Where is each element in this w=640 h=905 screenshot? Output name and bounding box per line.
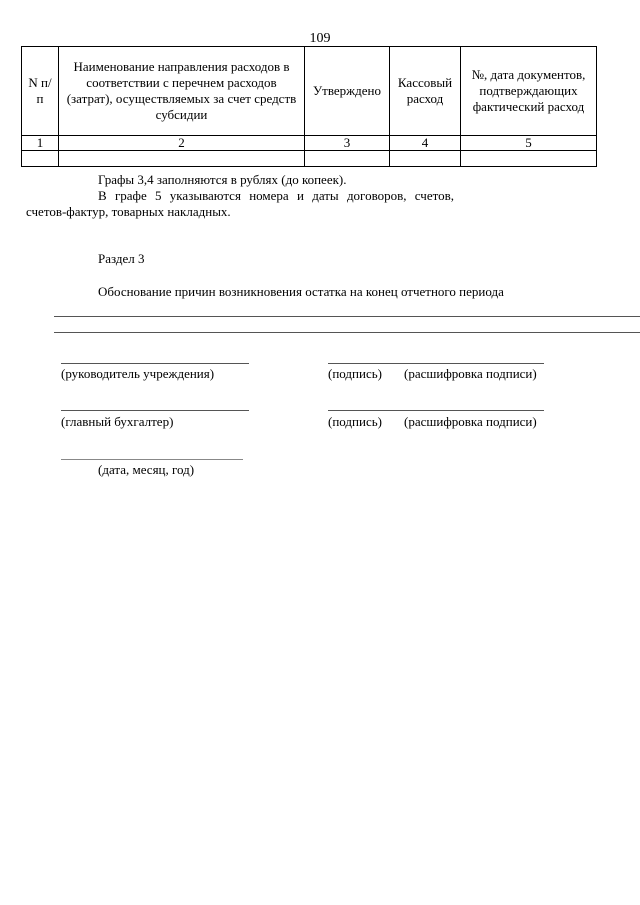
page-number: 109 bbox=[309, 31, 331, 46]
signature-label: (подпись) bbox=[328, 414, 382, 429]
empty-data-row bbox=[22, 151, 597, 167]
column-number-row bbox=[22, 136, 597, 151]
date-line bbox=[61, 459, 243, 460]
note-column-5-continued: счетов-фактур, товарных накладных. bbox=[26, 204, 231, 219]
section-title: Раздел 3 bbox=[98, 251, 145, 266]
signature-label: (подпись) bbox=[328, 366, 382, 381]
column-number: 3 bbox=[305, 136, 390, 151]
head-label: (руководитель учреждения) bbox=[61, 366, 215, 381]
table-cell bbox=[22, 151, 59, 167]
table-cell bbox=[305, 151, 390, 167]
header-number: N п/п bbox=[22, 47, 59, 136]
note-columns-currency: Графы 3,4 заполняются в рублях (до копеек). bbox=[98, 172, 347, 187]
column-number: 2 bbox=[59, 136, 305, 151]
accountant-label: (главный бухгалтер) bbox=[61, 414, 174, 429]
table-cell bbox=[59, 151, 305, 167]
justification-line-1 bbox=[54, 316, 640, 317]
date-label: (дата, месяц, год) bbox=[98, 462, 195, 477]
header-documents: №, дата документов, подтверждающих фактический расход bbox=[461, 47, 597, 136]
justification-line-2 bbox=[54, 332, 640, 333]
header-cash-expense: Кассовый расход bbox=[390, 47, 461, 136]
table-cell bbox=[461, 151, 597, 167]
table-cell bbox=[390, 151, 461, 167]
head-signature-line bbox=[328, 363, 544, 364]
head-position-line bbox=[61, 363, 249, 364]
column-number: 5 bbox=[461, 136, 597, 151]
signature-decode-label: (расшифровка подписи) bbox=[404, 366, 537, 381]
section-subtitle: Обоснование причин возникновения остатка на конец отчетного периода bbox=[98, 284, 504, 299]
header-approved: Утверждено bbox=[305, 47, 390, 136]
table-header-row bbox=[22, 47, 597, 136]
signature-decode-label: (расшифровка подписи) bbox=[404, 414, 537, 429]
column-number: 1 bbox=[22, 136, 59, 151]
header-expense-direction: Наименование направления расходов в соответствии с перечнем расходов (затрат), осуществляемых за счет средств субсидии bbox=[59, 47, 305, 136]
accountant-signature-line bbox=[328, 410, 544, 411]
note-column-5: В графе 5 указываются номера и даты договоров, счетов, bbox=[98, 188, 454, 203]
expense-table bbox=[21, 46, 597, 167]
column-number: 4 bbox=[390, 136, 461, 151]
accountant-position-line bbox=[61, 410, 249, 411]
